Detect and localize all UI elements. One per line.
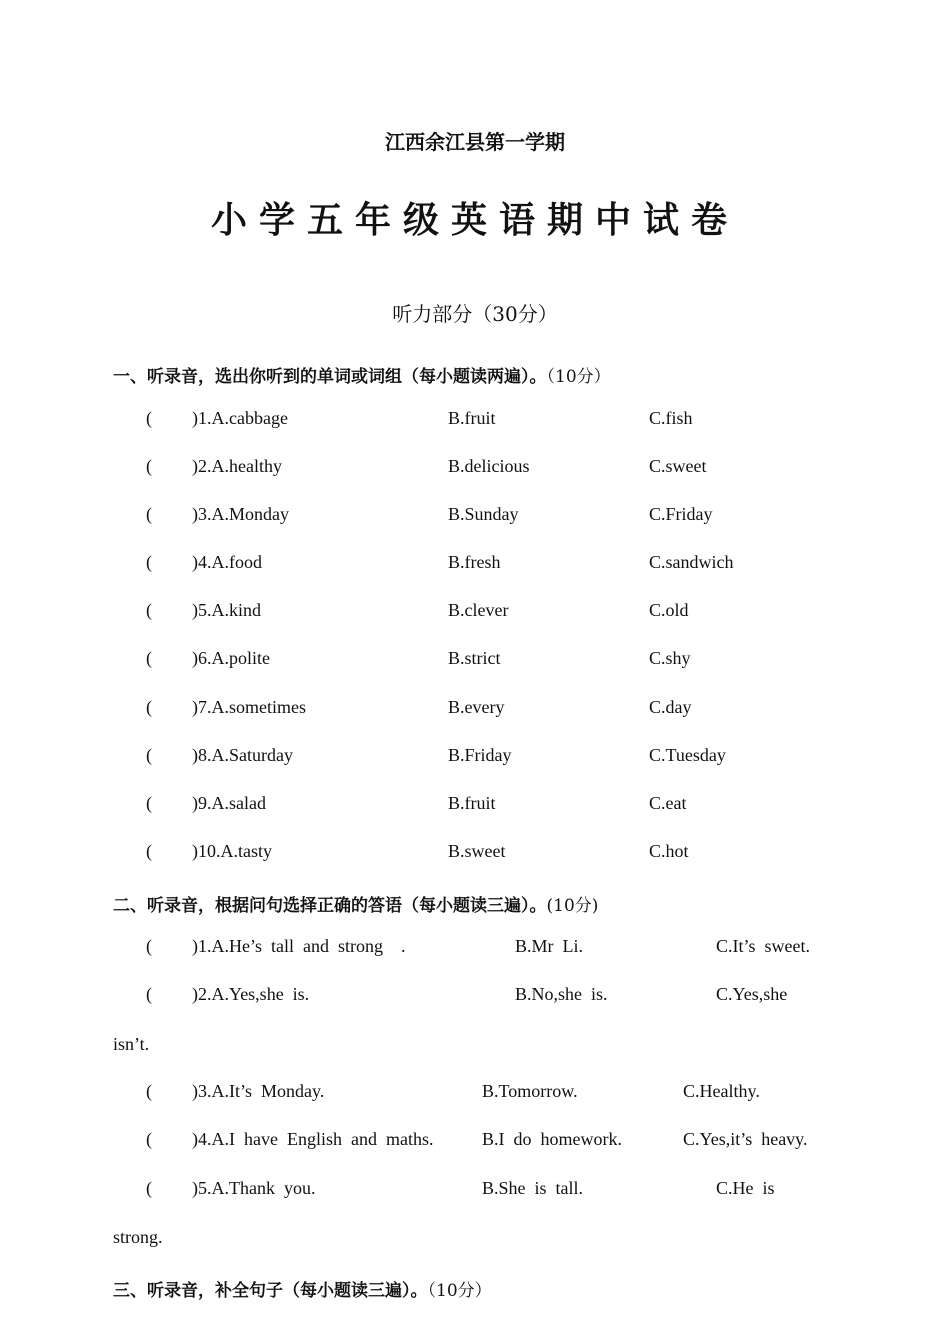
section1-heading-text: 一、听录音，选出你听到的单词或词组（每小题读两遍）。 [113,367,547,387]
option-c: C.Tuesday [649,745,726,765]
option-c-continued: isn’t. [113,1034,150,1054]
option-c: C.Yes,she [716,984,788,1004]
section3-heading-text: 三、听录音，补全句子（每小题读三遍）。 [113,1281,428,1301]
option-a: )5.A.kind [192,600,261,620]
answer-paren: ( [146,745,152,765]
section3-heading [113,1276,492,1301]
answer-paren: ( [146,841,152,861]
option-a: )2.A.healthy [192,456,282,476]
answer-paren: ( [146,1178,152,1198]
option-b: B.strict [448,648,501,668]
option-b: B.fruit [448,793,496,813]
answer-paren: ( [146,936,152,956]
answer-paren: ( [146,552,152,572]
option-b: B.I do homework. [482,1129,622,1149]
option-a: )9.A.salad [192,793,266,813]
answer-paren: ( [146,456,152,476]
section3-points: （10分） [427,1281,492,1301]
option-a: )7.A.sometimes [192,697,306,717]
option-a: )3.A.Monday [192,504,289,524]
section2-heading-text: 二、听录音，根据问句选择正确的答语（每小题读三遍）。 [113,896,547,916]
answer-paren: ( [146,1081,152,1101]
exam-title: 小学五年级英语期中试卷 [210,200,739,241]
option-c-continued: strong. [113,1227,163,1247]
option-b: B.fresh [448,552,501,572]
option-a: )1.A.He’s tall and strong . [192,936,406,956]
section2-heading [113,891,598,916]
option-b: B.Sunday [448,504,519,524]
option-b: B.clever [448,600,509,620]
option-c: C.sweet [649,456,707,476]
option-b: B.Mr Li. [515,936,584,956]
answer-paren: ( [146,600,152,620]
option-c: C.Yes,it’s heavy. [683,1129,808,1149]
option-a: )8.A.Saturday [192,745,293,765]
section1-points: （10分） [546,367,611,387]
answer-paren: ( [146,697,152,717]
option-b: B.delicious [448,456,530,476]
option-b: B.sweet [448,841,506,861]
option-c: C.hot [649,841,689,861]
option-b: B.Tomorrow. [482,1081,578,1101]
option-b: B.No,she is. [515,984,608,1004]
option-a: )10.A.tasty [192,841,272,861]
option-c: C.eat [649,793,687,813]
answer-paren: ( [146,984,152,1004]
part-title: 听力部分（30分） [392,302,558,326]
answer-paren: ( [146,1129,152,1149]
option-b: B.Friday [448,745,512,765]
option-a: )6.A.polite [192,648,270,668]
section1-heading [113,362,611,387]
option-c: C.old [649,600,689,620]
option-a: )5.A.Thank you. [192,1178,316,1198]
option-a: )4.A.I have English and maths. [192,1129,434,1149]
option-a: )1.A.cabbage [192,408,288,428]
option-c: C.day [649,697,692,717]
answer-paren: ( [146,793,152,813]
option-c: C.shy [649,648,691,668]
section2-points: (10分) [546,896,599,916]
option-c: C.Friday [649,504,713,524]
option-c: C.It’s sweet. [716,936,810,956]
school-title: 江西余江县第一学期 [385,130,565,154]
answer-paren: ( [146,504,152,524]
option-b: B.fruit [448,408,496,428]
answer-paren: ( [146,648,152,668]
option-a: )4.A.food [192,552,262,572]
option-b: B.every [448,697,505,717]
option-a: )2.A.Yes,she is. [192,984,310,1004]
option-a: )3.A.It’s Monday. [192,1081,325,1101]
option-b: B.She is tall. [482,1178,584,1198]
option-c: C.fish [649,408,693,428]
option-c: C.Healthy. [683,1081,760,1101]
option-c: C.sandwich [649,552,734,572]
answer-paren: ( [146,408,152,428]
option-c: C.He is [716,1178,775,1198]
